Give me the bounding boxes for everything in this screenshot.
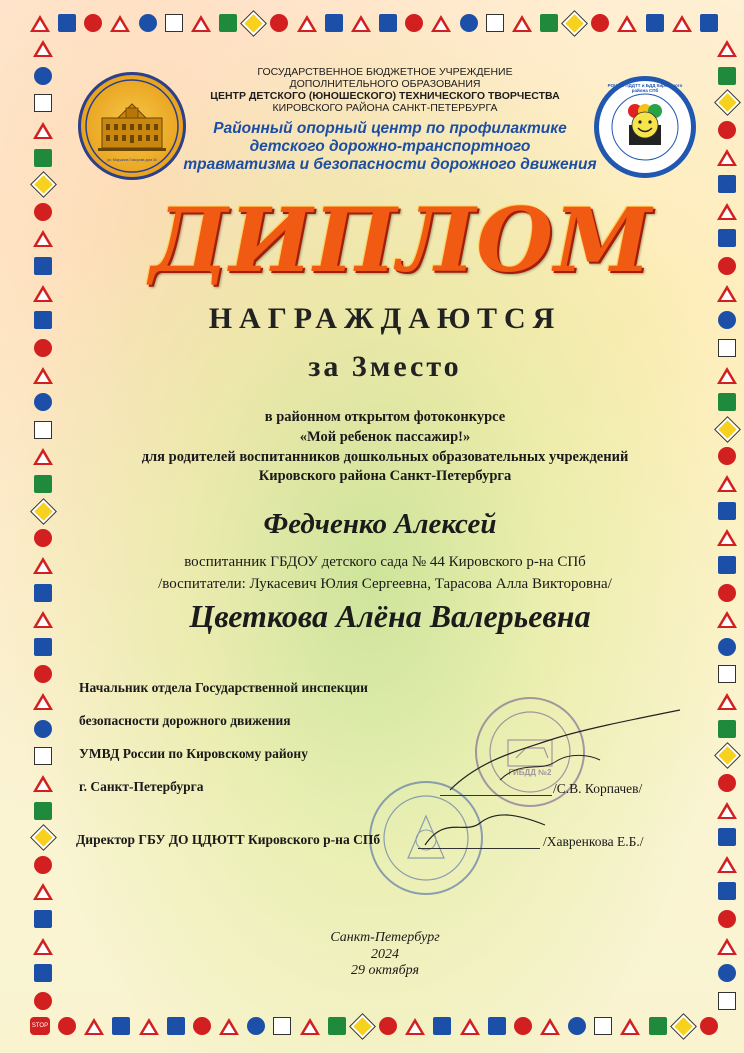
road-sign-icon xyxy=(34,964,52,982)
road-sign-icon xyxy=(242,11,266,35)
road-sign-icon xyxy=(431,15,451,32)
road-sign-icon xyxy=(33,230,53,247)
road-sign-icon xyxy=(671,1014,695,1038)
road-sign-icon xyxy=(460,1018,480,1035)
stamp-label: ГИБДД №2 xyxy=(508,768,552,777)
signatory1-line-3: УМВД России по Кировскому району xyxy=(79,746,308,761)
road-sign-icon xyxy=(270,14,288,32)
road-sign-icon xyxy=(568,1017,586,1035)
road-sign-icon xyxy=(718,584,736,602)
road-sign-icon xyxy=(379,1017,397,1035)
road-sign-icon xyxy=(34,720,52,738)
road-sign-icon xyxy=(717,149,737,166)
recipient-name-2: Цветкова Алёна Валерьевна xyxy=(189,598,591,634)
road-sign-icon xyxy=(34,638,52,656)
organization-line-1: ГОСУДАРСТВЕННОЕ БЮДЖЕТНОЕ УЧРЕЖДЕНИЕ xyxy=(257,66,513,78)
road-sign-icon xyxy=(718,502,736,520)
border-right-road-signs xyxy=(714,40,740,1010)
road-sign-icon xyxy=(718,964,736,982)
road-sign-icon xyxy=(84,1018,104,1035)
road-sign-icon xyxy=(405,1018,425,1035)
handwritten-signature-2 xyxy=(420,805,550,855)
road-sign-icon xyxy=(715,744,739,768)
center-title-line-1: Районный опорный центр по профилактике xyxy=(213,120,567,137)
road-sign-icon xyxy=(717,40,737,57)
road-sign-icon xyxy=(219,14,237,32)
road-sign-icon xyxy=(33,557,53,574)
organization-line-4: КИРОВСКОГО РАЙОНА САНКТ-ПЕТЕРБУРГА xyxy=(272,102,498,114)
road-sign-icon xyxy=(718,447,736,465)
organization-line-2: ДОПОЛНИТЕЛЬНОГО ОБРАЗОВАНИЯ xyxy=(289,78,481,90)
road-sign-icon xyxy=(717,475,737,492)
footer-year: 2024 xyxy=(371,947,399,962)
road-sign-icon xyxy=(718,67,736,85)
road-sign-icon xyxy=(33,448,53,465)
road-sign-icon xyxy=(34,584,52,602)
right-logo-caption: РОЦ по ПДДТТ и БДД Кировского района СПб xyxy=(607,83,683,93)
right-traffic-light-logo xyxy=(594,76,696,178)
road-sign-icon xyxy=(34,67,52,85)
road-sign-icon xyxy=(33,693,53,710)
road-sign-icon xyxy=(646,14,664,32)
road-sign-icon xyxy=(34,257,52,275)
road-sign-icon xyxy=(486,14,504,32)
road-sign-icon xyxy=(617,15,637,32)
road-sign-icon xyxy=(34,393,52,411)
signatory1-line-4: г. Санкт-Петербурга xyxy=(79,779,204,794)
organization-line-3: ЦЕНТР ДЕТСКОГО (ЮНОШЕСКОГО) ТЕХНИЧЕСКОГО ТВОРЧЕСТВА xyxy=(210,90,560,102)
road-sign-icon xyxy=(717,203,737,220)
building-icon xyxy=(78,72,186,180)
contest-line-2: «Мой ребенок пассажир!» xyxy=(299,429,471,445)
road-sign-icon xyxy=(717,938,737,955)
center-title-line-3: травматизма и безопасности дорожного движения xyxy=(183,156,597,173)
place-text: за 3место xyxy=(308,350,462,383)
road-sign-icon xyxy=(247,1017,265,1035)
signatory2-title: Директор ГБУ ДО ЦДЮТТ Кировского р-на СПб xyxy=(76,832,381,847)
road-sign-icon xyxy=(325,14,343,32)
road-sign-icon xyxy=(433,1017,451,1035)
road-sign-icon xyxy=(219,1018,239,1035)
road-sign-icon xyxy=(300,1018,320,1035)
road-sign-icon xyxy=(405,14,423,32)
road-sign-icon xyxy=(30,15,50,32)
road-sign-icon xyxy=(718,556,736,574)
road-sign-icon xyxy=(34,421,52,439)
road-sign-icon xyxy=(112,1017,130,1035)
road-sign-icon xyxy=(718,339,736,357)
border-left-road-signs xyxy=(30,40,56,1010)
signatory1-line-1: Начальник отдела Государственной инспекции xyxy=(79,680,368,695)
road-sign-icon xyxy=(33,285,53,302)
road-sign-icon xyxy=(34,149,52,167)
road-sign-icon xyxy=(717,856,737,873)
contest-line-4: Кировского района Санкт-Петербурга xyxy=(258,468,512,484)
contest-line-1: в районном открытом фотоконкурсе xyxy=(264,409,506,425)
road-sign-icon xyxy=(58,1017,76,1035)
footer-city: Санкт-Петербург xyxy=(330,930,440,945)
road-sign-icon xyxy=(34,311,52,329)
signatory1-name: /С.В. Корпачев/ xyxy=(553,781,643,796)
road-sign-icon xyxy=(31,826,55,850)
road-sign-icon xyxy=(139,14,157,32)
road-sign-icon xyxy=(191,15,211,32)
diploma-title: ДИПЛОМ xyxy=(150,188,653,292)
road-sign-icon xyxy=(33,367,53,384)
road-sign-icon xyxy=(33,611,53,628)
road-sign-icon xyxy=(512,15,532,32)
road-sign-icon xyxy=(717,367,737,384)
road-sign-icon xyxy=(718,121,736,139)
road-sign-icon xyxy=(718,665,736,683)
road-sign-icon xyxy=(700,14,718,32)
road-sign-icon xyxy=(34,94,52,112)
road-sign-icon xyxy=(110,15,130,32)
road-sign-icon xyxy=(34,475,52,493)
contest-line-3: для родителей воспитанников дошкольных образовательных учреждений xyxy=(141,449,629,465)
road-sign-icon xyxy=(273,1017,291,1035)
road-sign-icon xyxy=(165,14,183,32)
road-sign-icon xyxy=(718,311,736,329)
border-top-road-signs xyxy=(30,10,718,36)
road-sign-icon xyxy=(717,693,737,710)
pupil-line-1: воспитанник ГБДОУ детского сада № 44 Кировского р-на СПб xyxy=(184,554,586,570)
road-sign-icon xyxy=(718,229,736,247)
road-sign-icon xyxy=(139,1018,159,1035)
road-sign-icon xyxy=(540,1018,560,1035)
road-sign-icon xyxy=(620,1018,640,1035)
road-sign-icon xyxy=(167,1017,185,1035)
road-sign-icon xyxy=(34,992,52,1010)
road-sign-icon xyxy=(33,40,53,57)
road-sign-icon xyxy=(700,1017,718,1035)
road-sign-icon xyxy=(33,775,53,792)
road-sign-icon xyxy=(34,910,52,928)
road-sign-icon xyxy=(34,339,52,357)
road-sign-icon xyxy=(718,828,736,846)
road-sign-icon xyxy=(34,665,52,683)
road-sign-icon xyxy=(514,1017,532,1035)
signatory2-name: /Хавренкова Е.Б./ xyxy=(543,834,644,849)
road-sign-icon xyxy=(718,720,736,738)
road-sign-icon xyxy=(351,15,371,32)
road-sign-icon xyxy=(672,15,692,32)
left-logo-caption: ул. Маршала Говорова дом 34 xyxy=(107,158,157,162)
road-sign-icon xyxy=(34,529,52,547)
road-sign-icon xyxy=(31,173,55,197)
recipient-name-1: Федченко Алексей xyxy=(263,508,497,540)
road-sign-icon xyxy=(33,883,53,900)
traffic-light-smiley-icon xyxy=(599,81,691,173)
road-sign-icon xyxy=(718,638,736,656)
road-sign-icon xyxy=(34,203,52,221)
road-sign-icon xyxy=(31,499,55,523)
road-sign-icon xyxy=(594,1017,612,1035)
road-sign-icon xyxy=(718,774,736,792)
footer-date: 29 октября xyxy=(350,963,420,978)
road-sign-icon xyxy=(540,14,558,32)
road-sign-icon xyxy=(718,992,736,1010)
road-sign-icon xyxy=(718,175,736,193)
road-sign-icon xyxy=(717,285,737,302)
road-sign-icon xyxy=(563,11,587,35)
road-sign-icon xyxy=(34,747,52,765)
pupil-line-2: /воспитатели: Лукасевич Юлия Сергеевна, Тарасова Алла Викторовна/ xyxy=(158,576,612,592)
left-building-logo xyxy=(78,72,186,180)
road-sign-icon xyxy=(350,1014,374,1038)
road-sign-icon xyxy=(33,938,53,955)
road-sign-icon xyxy=(591,14,609,32)
road-sign-icon xyxy=(379,14,397,32)
signatory1-line-2: безопасности дорожного движения xyxy=(79,713,291,728)
road-sign-icon xyxy=(715,417,739,441)
road-sign-icon xyxy=(34,856,52,874)
awarded-heading: НАГРАЖДАЮТСЯ xyxy=(208,302,562,335)
center-title-line-2: детского дорожно-транспортного xyxy=(249,138,531,155)
road-sign-icon xyxy=(34,802,52,820)
road-sign-icon xyxy=(84,14,102,32)
road-sign-icon xyxy=(649,1017,667,1035)
stop-sign-icon: STOP xyxy=(30,1017,50,1035)
road-sign-icon xyxy=(717,802,737,819)
road-sign-icon xyxy=(58,14,76,32)
road-sign-icon xyxy=(718,882,736,900)
road-sign-icon xyxy=(715,91,739,115)
road-sign-icon xyxy=(488,1017,506,1035)
road-sign-icon xyxy=(718,393,736,411)
border-bottom-road-signs xyxy=(30,1013,718,1039)
road-sign-icon xyxy=(460,14,478,32)
road-sign-icon xyxy=(718,910,736,928)
road-sign-icon xyxy=(717,529,737,546)
road-sign-icon xyxy=(717,611,737,628)
road-sign-icon xyxy=(297,15,317,32)
road-sign-icon xyxy=(33,122,53,139)
road-sign-icon xyxy=(328,1017,346,1035)
road-sign-icon xyxy=(193,1017,211,1035)
road-sign-icon xyxy=(718,257,736,275)
